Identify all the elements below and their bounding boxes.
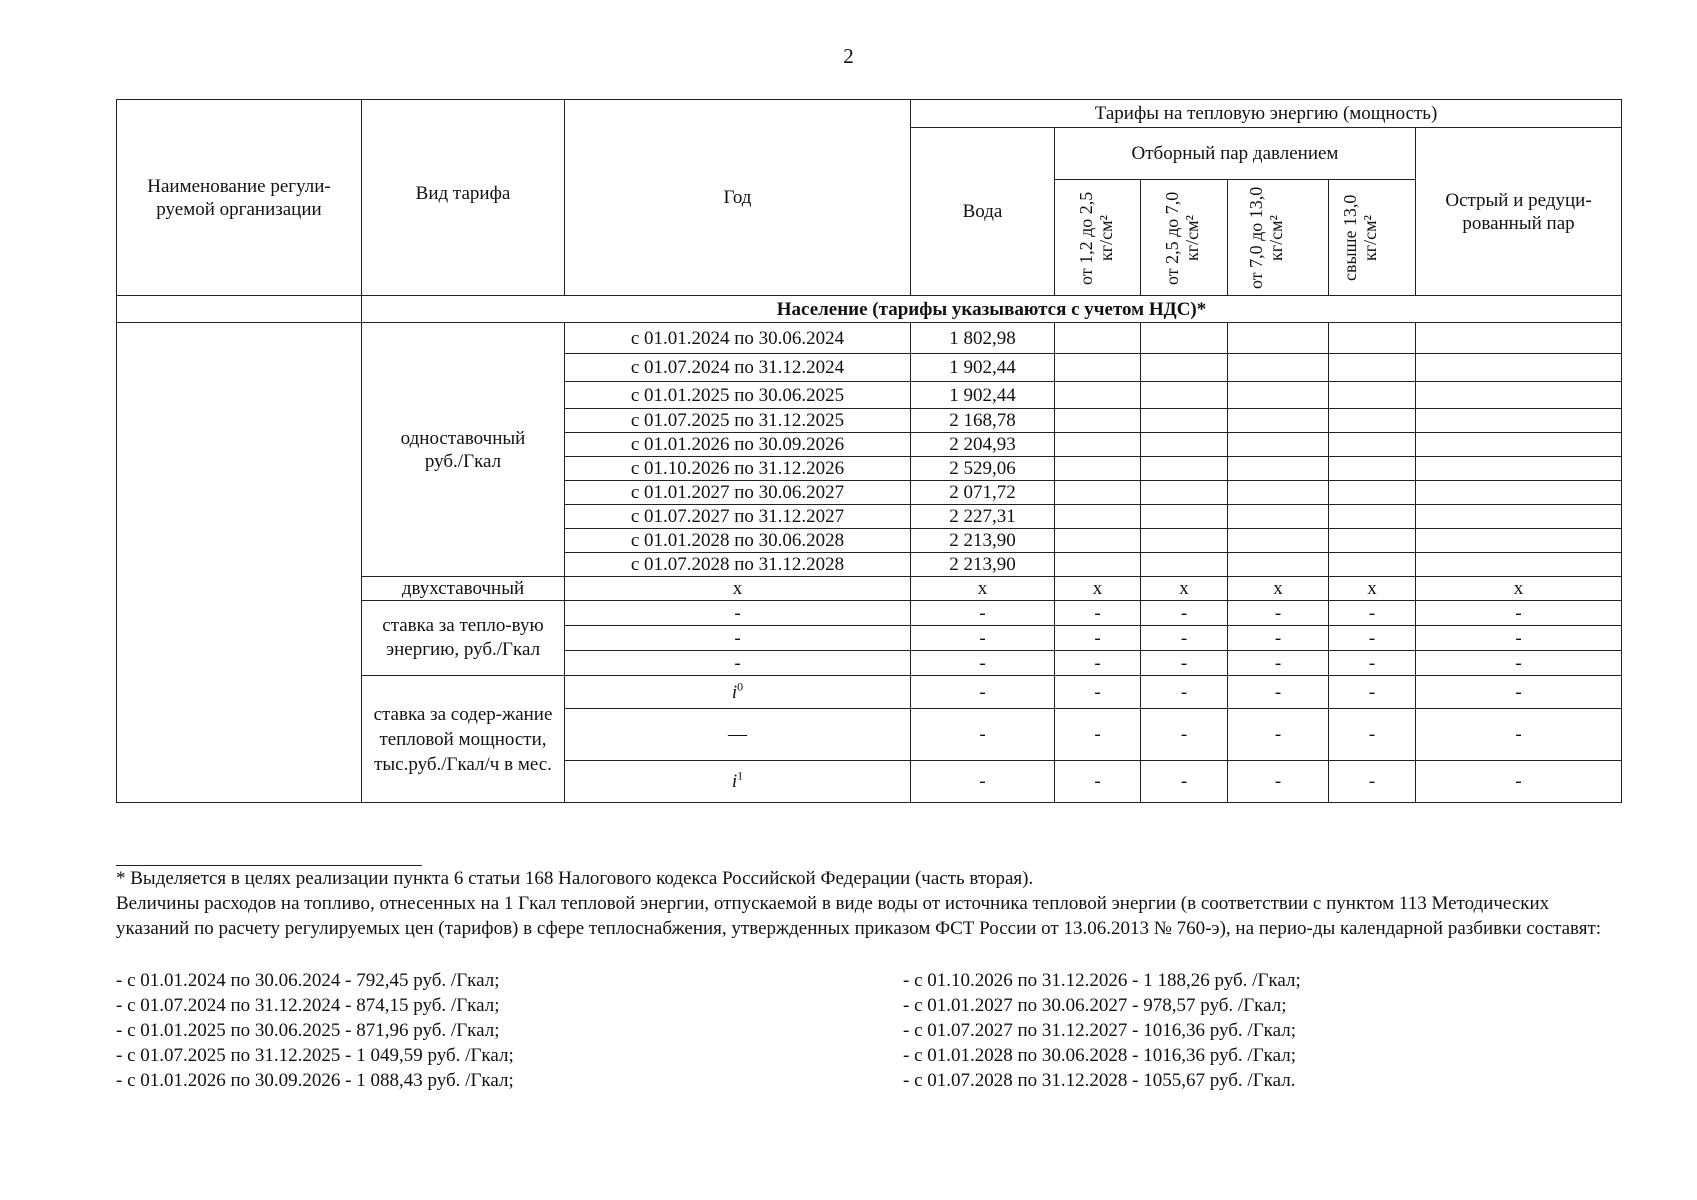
empty-cell: [1416, 481, 1622, 505]
dash-cell: -: [1141, 601, 1228, 626]
empty-cell: [1141, 553, 1228, 577]
empty-cell: [1329, 433, 1416, 457]
dash-cell: -: [1055, 651, 1141, 676]
fuel-cost-text: Величины расходов на топливо, отнесенных на 1 Гкал тепловой энергии, отпускаемой в виде воды от источника тепловой энергии (в соответствии с пунктом 113 Методических указаний по расчету регулируемых цен (тарифов) в сфере теплоснабжения, утвержденных приказом ФСТ России от 13.06.2013 № 760-э), на перио-ды календарной разбивки составят:: [116, 893, 1602, 939]
dash-cell: -: [911, 676, 1055, 709]
empty-cell: [1141, 382, 1228, 409]
fuel-cost-period-item: - с 01.10.2026 по 31.12.2026 - 1 188,26 руб. /Гкал;: [903, 970, 1301, 991]
x-mark-cell: х: [1228, 577, 1329, 601]
fuel-cost-periods-right: [903, 968, 1301, 1093]
empty-cell: [1416, 433, 1622, 457]
empty-cell: [1228, 354, 1329, 382]
capacity-rate-label: ставка за содер-жание тепловой мощности, тыс.руб./Гкал/ч в мес.: [362, 676, 565, 803]
dash-cell: -: [1416, 626, 1622, 651]
empty-cell: [1055, 457, 1141, 481]
two-rate-label: двухставочный: [362, 577, 565, 601]
long-dash-cell: —: [565, 709, 911, 761]
dash-cell: -: [911, 761, 1055, 803]
dash-cell: -: [1329, 626, 1416, 651]
empty-cell: [1228, 553, 1329, 577]
empty-cell: [1416, 382, 1622, 409]
period-cell: с 01.01.2026 по 30.09.2026: [565, 433, 911, 457]
empty-cell: [1055, 529, 1141, 553]
period-cell: с 01.10.2026 по 31.12.2026: [565, 457, 911, 481]
empty-cell: [1141, 481, 1228, 505]
empty-cell: [1055, 323, 1141, 354]
dash-cell: -: [1416, 601, 1622, 626]
org-name-cell: [117, 323, 362, 803]
period-cell: с 01.01.2028 по 30.06.2028: [565, 529, 911, 553]
empty-cell: [1055, 409, 1141, 433]
dash-cell: -: [565, 626, 911, 651]
dash-cell: -: [1141, 709, 1228, 761]
one-rate-label-line-1: одноставочный: [400, 427, 526, 449]
empty-cell: [1329, 323, 1416, 354]
empty-cell: [1416, 529, 1622, 553]
dash-cell: -: [565, 601, 911, 626]
fuel-cost-periods-left: [116, 968, 514, 1093]
dash-cell: -: [1228, 709, 1329, 761]
x-mark-cell: х: [1141, 577, 1228, 601]
dash-cell: -: [1141, 626, 1228, 651]
empty-cell: [1141, 354, 1228, 382]
water-tariff-cell: 2 213,90: [911, 529, 1055, 553]
empty-cell: [1228, 457, 1329, 481]
dash-cell: -: [1416, 761, 1622, 803]
dash-cell: -: [1329, 601, 1416, 626]
index-base: i: [731, 771, 738, 792]
empty-cell: [1141, 323, 1228, 354]
water-tariff-cell: 1 802,98: [911, 323, 1055, 354]
header-year: Год: [565, 100, 911, 296]
header-tariff-type: Вид тарифа: [362, 100, 565, 296]
period-cell: с 01.01.2024 по 30.06.2024: [565, 323, 911, 354]
period-cell: с 01.01.2025 по 30.06.2025: [565, 382, 911, 409]
index-base: i: [731, 681, 738, 703]
empty-cell: [1416, 409, 1622, 433]
empty-cell: [1055, 553, 1141, 577]
dash-cell: -: [1416, 651, 1622, 676]
fuel-cost-period-item: - с 01.01.2025 по 30.06.2025 - 871,96 руб. /Гкал;: [116, 1020, 500, 1041]
empty-cell: [1329, 409, 1416, 433]
fuel-cost-period-item: - с 01.07.2028 по 31.12.2028 - 1055,67 руб. /Гкал.: [903, 1070, 1296, 1091]
empty-cell: [1228, 323, 1329, 354]
header-group-title: Тарифы на тепловую энергию (мощность): [911, 100, 1622, 128]
empty-cell: [1228, 481, 1329, 505]
period-cell: с 01.07.2028 по 31.12.2028: [565, 553, 911, 577]
one-rate-label-line-2: руб./Гкал: [424, 450, 502, 472]
empty-cell: [1416, 505, 1622, 529]
x-mark-cell: х: [1416, 577, 1622, 601]
water-tariff-cell: 2 227,31: [911, 505, 1055, 529]
dash-cell: -: [911, 651, 1055, 676]
header-pressure-3: от 7,0 до 13,0 кг/см²: [1228, 180, 1329, 296]
empty-cell: [1055, 354, 1141, 382]
dash-cell: -: [1228, 651, 1329, 676]
energy-rate-label: ставка за тепло-вую энергию, руб./Гкал: [362, 601, 565, 676]
fuel-cost-period-item: - с 01.01.2024 по 30.06.2024 - 792,45 руб. /Гкал;: [116, 970, 500, 991]
dash-cell: -: [1228, 761, 1329, 803]
empty-cell: [1141, 505, 1228, 529]
table-row: [117, 323, 1622, 354]
fuel-cost-period-item: - с 01.01.2027 по 30.06.2027 - 978,57 руб. /Гкал;: [903, 995, 1287, 1016]
one-rate-label: [362, 323, 565, 577]
dash-cell: -: [1055, 676, 1141, 709]
index-superscript: 1: [737, 768, 744, 783]
x-mark-cell: х: [911, 577, 1055, 601]
dash-cell: -: [1055, 761, 1141, 803]
index-i1-cell: [565, 761, 911, 803]
empty-cell: [1416, 457, 1622, 481]
tariffs-table: [116, 99, 1622, 803]
index-i0-cell: [565, 676, 911, 709]
dash-cell: -: [1228, 601, 1329, 626]
dash-cell: -: [1329, 651, 1416, 676]
empty-cell: [1329, 505, 1416, 529]
dash-cell: -: [565, 651, 911, 676]
empty-cell: [1228, 409, 1329, 433]
water-tariff-cell: 2 168,78: [911, 409, 1055, 433]
empty-cell: [1329, 382, 1416, 409]
fuel-cost-period-item: - с 01.07.2025 по 31.12.2025 - 1 049,59 руб. /Гкал;: [116, 1045, 514, 1066]
empty-cell: [1228, 529, 1329, 553]
dash-cell: -: [1141, 761, 1228, 803]
empty-cell: [1228, 505, 1329, 529]
fuel-cost-period-item: - с 01.01.2026 по 30.09.2026 - 1 088,43 руб. /Гкал;: [116, 1070, 514, 1091]
water-tariff-cell: 2 204,93: [911, 433, 1055, 457]
x-mark-cell: х: [565, 577, 911, 601]
section-title: Население (тарифы указываются с учетом НДС)*: [362, 296, 1622, 323]
header-extraction-steam: Отборный пар давлением: [1055, 128, 1416, 180]
header-pressure-2: от 2,5 до 7,0 кг/см²: [1141, 180, 1228, 296]
dash-cell: -: [1141, 651, 1228, 676]
dash-cell: -: [1228, 676, 1329, 709]
header-pressure-1: от 1,2 до 2,5 кг/см²: [1055, 180, 1141, 296]
empty-cell: [1329, 457, 1416, 481]
empty-cell: [1416, 354, 1622, 382]
period-cell: с 01.07.2025 по 31.12.2025: [565, 409, 911, 433]
dash-cell: -: [1141, 676, 1228, 709]
water-tariff-cell: 1 902,44: [911, 354, 1055, 382]
dash-cell: -: [911, 626, 1055, 651]
index-superscript: 0: [737, 679, 744, 694]
empty-cell: [1228, 433, 1329, 457]
empty-cell: [1055, 505, 1141, 529]
page-number: 2: [843, 44, 854, 68]
dash-cell: -: [911, 709, 1055, 761]
empty-cell: [1329, 529, 1416, 553]
dash-cell: -: [1055, 709, 1141, 761]
period-cell: с 01.07.2027 по 31.12.2027: [565, 505, 911, 529]
empty-cell: [1228, 382, 1329, 409]
dash-cell: -: [1329, 709, 1416, 761]
notes-block: [116, 866, 1626, 941]
empty-cell: [1329, 354, 1416, 382]
empty-cell: [1329, 553, 1416, 577]
section-blank: [117, 296, 362, 323]
dash-cell: -: [1416, 676, 1622, 709]
x-mark-cell: х: [1329, 577, 1416, 601]
water-tariff-cell: 2 529,06: [911, 457, 1055, 481]
water-tariff-cell: 2 071,72: [911, 481, 1055, 505]
dash-cell: -: [1329, 676, 1416, 709]
dash-cell: -: [1228, 626, 1329, 651]
x-mark-cell: х: [1055, 577, 1141, 601]
footnote: * Выделяется в целях реализации пункта 6 статьи 168 Налогового кодекса Российской Федерации (часть вторая).: [116, 868, 1034, 889]
header-pressure-4: свыше 13,0 кг/см²: [1329, 180, 1416, 296]
empty-cell: [1416, 553, 1622, 577]
fuel-cost-period-item: - с 01.07.2027 по 31.12.2027 - 1016,36 руб. /Гкал;: [903, 1020, 1296, 1041]
fuel-cost-period-item: - с 01.01.2028 по 30.06.2028 - 1016,36 руб. /Гкал;: [903, 1045, 1296, 1066]
water-tariff-cell: 1 902,44: [911, 382, 1055, 409]
dash-cell: -: [1055, 626, 1141, 651]
dash-cell: -: [1055, 601, 1141, 626]
fuel-cost-period-item: - с 01.07.2024 по 31.12.2024 - 874,15 руб. /Гкал;: [116, 995, 500, 1016]
empty-cell: [1416, 323, 1622, 354]
dash-cell: -: [911, 601, 1055, 626]
empty-cell: [1141, 529, 1228, 553]
empty-cell: [1055, 433, 1141, 457]
period-cell: с 01.07.2024 по 31.12.2024: [565, 354, 911, 382]
empty-cell: [1141, 409, 1228, 433]
empty-cell: [1329, 481, 1416, 505]
empty-cell: [1141, 433, 1228, 457]
empty-cell: [1141, 457, 1228, 481]
header-sharp-steam: Острый и редуци-рованный пар: [1416, 128, 1622, 296]
dash-cell: -: [1329, 761, 1416, 803]
period-cell: с 01.01.2027 по 30.06.2027: [565, 481, 911, 505]
empty-cell: [1055, 382, 1141, 409]
header-org-name: Наименование регули-руемой организации: [117, 100, 362, 296]
dash-cell: -: [1416, 709, 1622, 761]
header-water: Вода: [911, 128, 1055, 296]
water-tariff-cell: 2 213,90: [911, 553, 1055, 577]
empty-cell: [1055, 481, 1141, 505]
